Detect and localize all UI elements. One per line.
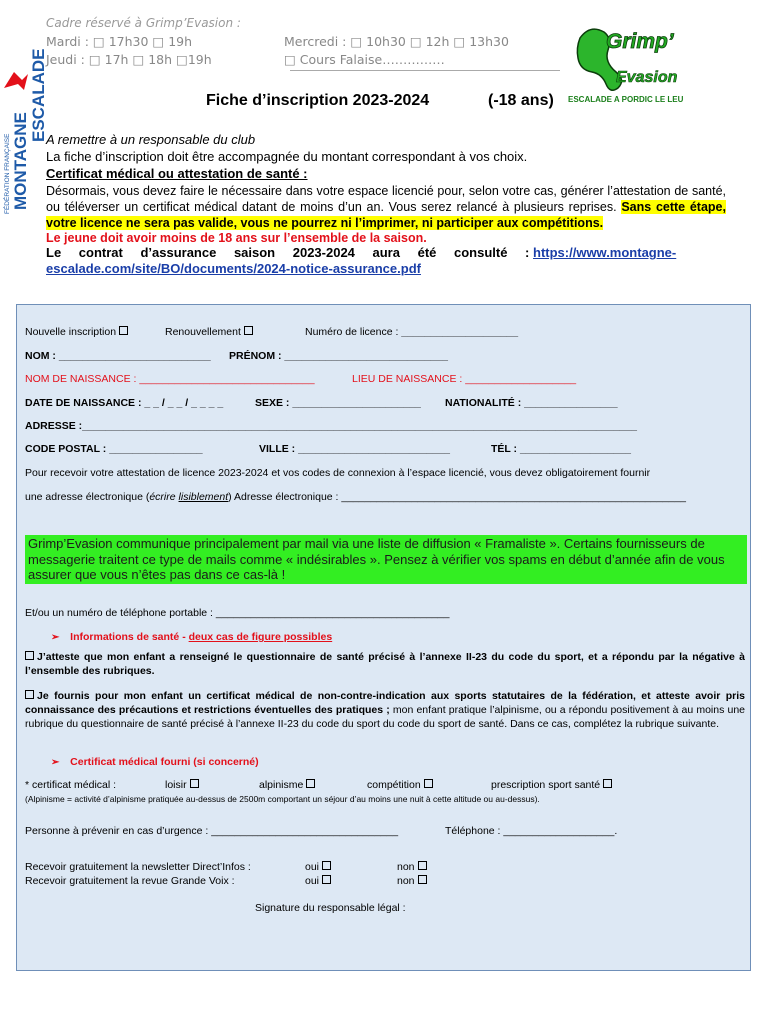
email-prefix: une adresse électronique ( [25, 491, 150, 503]
renouvellement-label: Renouvellement [165, 326, 241, 338]
schedule-cours-falaise: □ Cours Falaise…………… [284, 52, 445, 67]
newsletter-non[interactable] [397, 861, 427, 873]
revue-oui-checkbox[interactable] [322, 875, 331, 884]
atteste-checkbox[interactable] [25, 651, 34, 660]
page-title: Fiche d’inscription 2023-2024 [206, 92, 430, 109]
loisir-option[interactable] [165, 779, 199, 791]
revue-non[interactable] [397, 875, 427, 887]
page-title-age: (-18 ans) [488, 92, 554, 109]
ffme-mountain-shape [4, 72, 28, 90]
nom-field[interactable]: NOM : __________________________ [25, 350, 211, 362]
reserved-note: Cadre réservé à Grimp’Evasion : [46, 16, 241, 30]
oui-label: oui [305, 861, 320, 873]
certif-fourni-heading-text: Certificat médical fourni (si concerné) [70, 756, 259, 768]
email-suffix[interactable]: ) Adresse électronique : ___________________________________________________________ [228, 491, 686, 503]
competition-label: compétition [367, 779, 421, 791]
nationalite-field[interactable]: NATIONALITÉ : ________________ [445, 397, 618, 409]
email-underline: lisiblement [178, 491, 229, 503]
ffme-logo [0, 14, 48, 214]
prescription-label: prescription sport santé [491, 779, 601, 791]
prescription-checkbox[interactable] [603, 779, 612, 788]
schedule-mardi: Mardi : □ 17h30 □ 19h [46, 34, 193, 49]
attestation-text: Pour recevoir votre attestation de licence 2023-2024 et vos codes de connexion à l’espace licencié, vous devez obligatoirement fournir [25, 467, 651, 479]
logo-grimp-text: Grimp’ [606, 30, 674, 53]
nouvelle-label: Nouvelle inscription [25, 326, 117, 338]
contrat-block [46, 245, 726, 277]
alpinisme-note: (Alpinisme = activité d’alpinisme pratiquée au-dessus de 2500m comportant un séjour d’au moins une nuit à cette altitude ou au-dessus). [25, 794, 540, 804]
email-italic: écrire [149, 491, 179, 503]
oui-label: oui [305, 875, 320, 887]
framaliste-notice: Grimp’Evasion communique principalement par mail via une liste de diffusion « Framaliste ». Certains fournisseurs de messagerie traitent ce type de mails comme « indésirables ». Pensez à vérifier vos spams en début d’année afin de vous assurer que vous n’êtes pas dans ce cas-là ! [25, 535, 747, 584]
atteste-option[interactable] [25, 650, 745, 678]
newsletter-oui-checkbox[interactable] [322, 861, 331, 870]
fournis-bold: Je fournis pour mon enfant un certificat médical de non-contre-indication aux sports statutaires de la fédération, et atteste avoir pris connaissance des précautions et restrictions éventuelles des pratiques ; [25, 690, 745, 716]
newsletter-label: Recevoir gratuitement la newsletter Direct’Infos : [25, 861, 251, 873]
contrat-text: Le contrat d’assurance saison 2023-2024 aura été consulté : [46, 245, 530, 260]
certif-heading: Certificat médical ou attestation de santé : [46, 166, 308, 181]
ffme-federation-text: FÉDÉRATION FRANÇAISE [4, 133, 11, 214]
alpinisme-label: alpinisme [259, 779, 304, 791]
certif-paragraph [46, 183, 726, 231]
intro-accompagnee: La fiche d’inscription doit être accompagnée du montant correspondant à vos choix. [46, 149, 528, 164]
code-postal-field[interactable]: CODE POSTAL : ________________ [25, 443, 203, 455]
urgence-field[interactable]: Personne à prévenir en cas d’urgence : ________________________________ [25, 825, 399, 837]
signature-label: Signature du responsable légal : [255, 902, 406, 914]
urgence-telephone-field[interactable]: Téléphone : ___________________. [445, 825, 618, 837]
contrat-link[interactable]: https://www.montagne-escalade.com/site/BO/documents/2024-notice-assurance.pdf [46, 245, 677, 276]
licence-field[interactable] [305, 326, 518, 338]
renouvellement-option[interactable] [165, 326, 253, 338]
licence-blank[interactable]: ____________________ [398, 326, 519, 338]
email-field[interactable] [25, 491, 686, 503]
non-label: non [397, 861, 415, 873]
alpinisme-option[interactable] [259, 779, 315, 791]
revue-label: Recevoir gratuitement la revue Grande Voix : [25, 875, 235, 887]
competition-checkbox[interactable] [424, 779, 433, 788]
nouvelle-checkbox[interactable] [119, 326, 128, 335]
certif-fourni-heading [51, 756, 259, 768]
renouvellement-checkbox[interactable] [244, 326, 253, 335]
nouvelle-inscription-option[interactable] [25, 326, 128, 338]
non-label: non [397, 875, 415, 887]
revue-non-checkbox[interactable] [418, 875, 427, 884]
fournis-text: mon enfant pratique l’alpinisme, ou a répondu positivement à au moins une rubrique du questionnaire de santé précisé à l’annexe II-23 du code du sport du code du sport de santé. Dans ce cas, complétez la rubrique suivante. [25, 704, 745, 730]
sexe-field[interactable]: SEXE : ______________________ [255, 397, 421, 409]
portable-field[interactable]: Et/ou un numéro de téléphone portable : ________________________________________ [25, 607, 450, 619]
newsletter-non-checkbox[interactable] [418, 861, 427, 870]
ffme-escalade-text: ESCALADE [29, 48, 48, 142]
alpinisme-checkbox[interactable] [306, 779, 315, 788]
sante-heading [51, 631, 332, 643]
header-divider [290, 70, 560, 71]
arrow-icon: ➢ [51, 632, 63, 643]
logo-tagline-text: ESCALADE A PORDIC LE LEU [568, 95, 684, 104]
nom-naissance-field[interactable]: NOM DE NAISSANCE : ______________________________ [25, 373, 315, 385]
ville-field[interactable]: VILLE : __________________________ [259, 443, 450, 455]
certif-label: * certificat médical : [25, 779, 117, 791]
fournis-option[interactable] [25, 689, 745, 731]
loisir-label: loisir [165, 779, 187, 791]
atteste-text: J’atteste que mon enfant a renseigné le questionnaire de santé précisé à l’annexe II-23 du code du sport, et a répondu par la négative à l’ensemble des rubriques. [25, 651, 745, 677]
adresse-field[interactable]: ADRESSE :_______________________________________________________________________________________________ [25, 420, 637, 432]
schedule-jeudi: Jeudi : □ 17h □ 18h □19h [46, 52, 212, 67]
revue-oui[interactable] [305, 875, 331, 887]
date-naissance-field[interactable]: DATE DE NAISSANCE : _ _ / _ _ / _ _ _ _ [25, 397, 224, 409]
loisir-checkbox[interactable] [190, 779, 199, 788]
competition-option[interactable] [367, 779, 433, 791]
lieu-naissance-field[interactable]: LIEU DE NAISSANCE : ___________________ [352, 373, 577, 385]
sante-heading-prefix: Informations de santé - [70, 631, 189, 643]
ffme-montagne-text: MONTAGNE [11, 112, 30, 210]
newsletter-oui[interactable] [305, 861, 331, 873]
fournis-checkbox[interactable] [25, 690, 34, 699]
registration-form [16, 304, 751, 971]
age-rule: Le jeune doit avoir moins de 18 ans sur l’ensemble de la saison. [46, 231, 427, 245]
licence-label: Numéro de licence : [305, 326, 399, 338]
logo-evasion-text: Evasion [616, 69, 678, 86]
sante-heading-link: deux cas de figure possibles [188, 631, 333, 643]
prenom-field[interactable]: PRÉNOM : ____________________________ [229, 350, 448, 362]
certif-text: Désormais, vous devez faire le nécessaire dans votre espace licencié pour, selon votre cas, générer l’attestation de santé, ou téléverser un certificat médical datant de moins d’un an. Vous serez relancé à plusieurs reprises. [46, 184, 726, 214]
certif-warning: Sans cette étape, votre licence ne sera pas valide, vous ne pourrez ni l’imprimer, ni participer aux compétitions. [46, 200, 726, 230]
prescription-option[interactable] [491, 779, 612, 791]
schedule-mercredi: Mercredi : □ 10h30 □ 12h □ 13h30 [284, 34, 509, 49]
intro-remettre: A remettre à un responsable du club [46, 132, 256, 147]
grimp-evasion-logo [566, 12, 706, 110]
tel-field[interactable]: TÉL : ___________________ [491, 443, 631, 455]
arrow-icon: ➢ [51, 757, 63, 768]
